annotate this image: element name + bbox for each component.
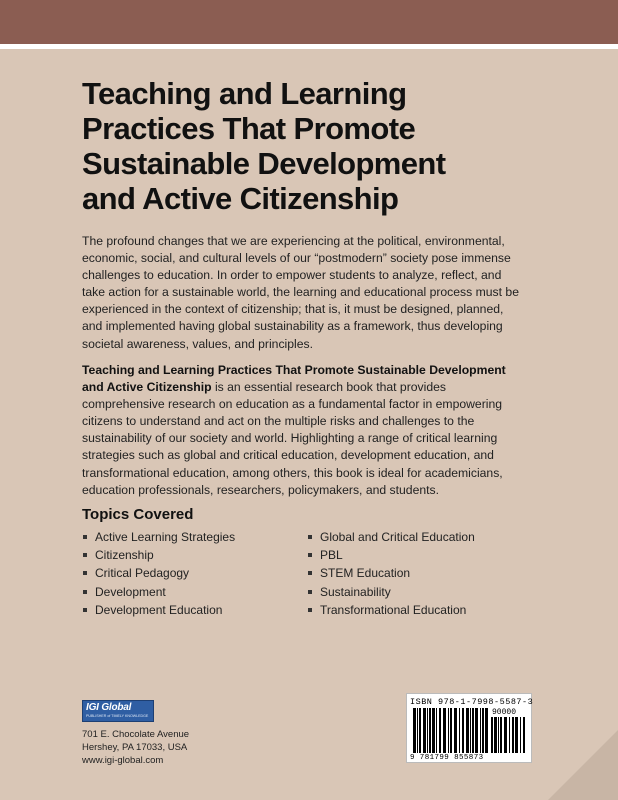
barcode-bar xyxy=(462,708,464,753)
barcode-bar xyxy=(515,717,518,753)
barcode-bar xyxy=(472,708,474,753)
barcode-addon-bars xyxy=(491,717,529,753)
barcode-bar xyxy=(432,708,435,753)
barcode-bar xyxy=(504,717,507,753)
topic-item: Citizenship xyxy=(82,546,235,564)
barcode-bar xyxy=(500,717,502,753)
barcode-bar xyxy=(480,708,481,753)
barcode-price-code: 90000 xyxy=(492,708,517,717)
barcode-bar xyxy=(470,708,471,753)
topics-list-right xyxy=(307,528,475,619)
barcode-bar xyxy=(448,708,449,753)
barcode-bar xyxy=(523,717,525,753)
barcode-bar xyxy=(520,717,521,753)
top-color-band xyxy=(0,0,618,44)
publisher-address xyxy=(82,728,189,767)
white-divider-rule xyxy=(0,44,618,49)
title-line-3: Sustainable Development xyxy=(82,146,446,181)
barcode-main-bars xyxy=(413,708,489,753)
barcode-bar xyxy=(494,717,497,753)
isbn-label: ISBN 978-1-7998-5587-3 xyxy=(410,697,534,707)
publisher-logo-tagline: PUBLISHER of TIMELY KNOWLEDGE xyxy=(86,714,149,718)
barcode-bar xyxy=(423,708,426,753)
title-line-4: and Active Citizenship xyxy=(82,181,399,216)
barcode-bar xyxy=(429,708,431,753)
barcode-bar xyxy=(491,717,493,753)
address-street: 701 E. Chocolate Avenue xyxy=(82,729,190,740)
publisher-website: www.igi-global.com xyxy=(82,755,164,766)
barcode-bar xyxy=(439,708,441,753)
barcode-bar xyxy=(413,708,416,753)
barcode-bar xyxy=(417,708,418,753)
topic-item: Sustainability xyxy=(307,583,475,601)
barcode-bar xyxy=(459,708,460,753)
isbn-barcode xyxy=(406,693,532,763)
barcode-bar xyxy=(450,708,452,753)
book-title xyxy=(82,76,552,216)
barcode-bar xyxy=(509,717,510,753)
title-line-1: Teaching and Learning xyxy=(82,76,407,111)
topics-list-left xyxy=(82,528,235,619)
title-line-2: Practices That Promote xyxy=(82,111,416,146)
topic-item: PBL xyxy=(307,546,475,564)
barcode-bar xyxy=(419,708,421,753)
barcode-bar xyxy=(454,708,457,753)
topic-item: Active Learning Strategies xyxy=(82,528,235,546)
corner-triangle-decoration xyxy=(548,730,618,800)
topic-item: Transformational Education xyxy=(307,601,475,619)
barcode-bar xyxy=(443,708,446,753)
description-paragraph-1: The profound changes that we are experiencing at the political, environmental, economic, social, and cultural levels of our “postmodern” society pose immense challenges to education. In order to empower students to analyze, reflect, and take action for a sustainable world, the learning and educational process must be experienced in the context of citizenship; that is, it must be designed, planned, and implemented having global sustainability as a framework, thus developing societal awareness, values, and principles. xyxy=(82,234,519,351)
topic-item: Development Education xyxy=(82,601,235,619)
topic-item: Development xyxy=(82,583,235,601)
barcode-bar xyxy=(498,717,499,753)
topic-item: STEM Education xyxy=(307,564,475,582)
barcode-bar xyxy=(475,708,478,753)
description-paragraph-2-text: is an essential research book that provides comprehensive research on education as a fundamental factor in empowering citizens to understand and act on the multiple risks and challenges to the sustainability of our society and world. Highlighting a range of critical learning strategies such as global and critical education, development education, and transformational education, among others, this book is ideal for academicians, education professionals, researchers, policymakers, and students. xyxy=(82,380,503,497)
publisher-logo xyxy=(82,700,154,722)
barcode-bar xyxy=(466,708,469,753)
topic-item: Global and Critical Education xyxy=(307,528,475,546)
topic-item: Critical Pedagogy xyxy=(82,564,235,582)
publisher-logo-name: IGI Global xyxy=(86,702,132,713)
description-paragraph-2 xyxy=(82,362,522,499)
barcode-bar xyxy=(427,708,428,753)
barcode-bar xyxy=(485,708,488,753)
barcode-bar xyxy=(512,717,514,753)
barcode-number: 9 781799 855873 xyxy=(410,754,484,762)
barcode-bar xyxy=(482,708,484,753)
book-title-inline: Teaching and Learning Practices That Promote Sustainable Development and Active Citizenship xyxy=(82,363,506,395)
barcode-bar xyxy=(436,708,437,753)
address-city: Hershey, PA 17033, USA xyxy=(82,742,188,753)
topics-heading: Topics Covered xyxy=(82,506,194,523)
